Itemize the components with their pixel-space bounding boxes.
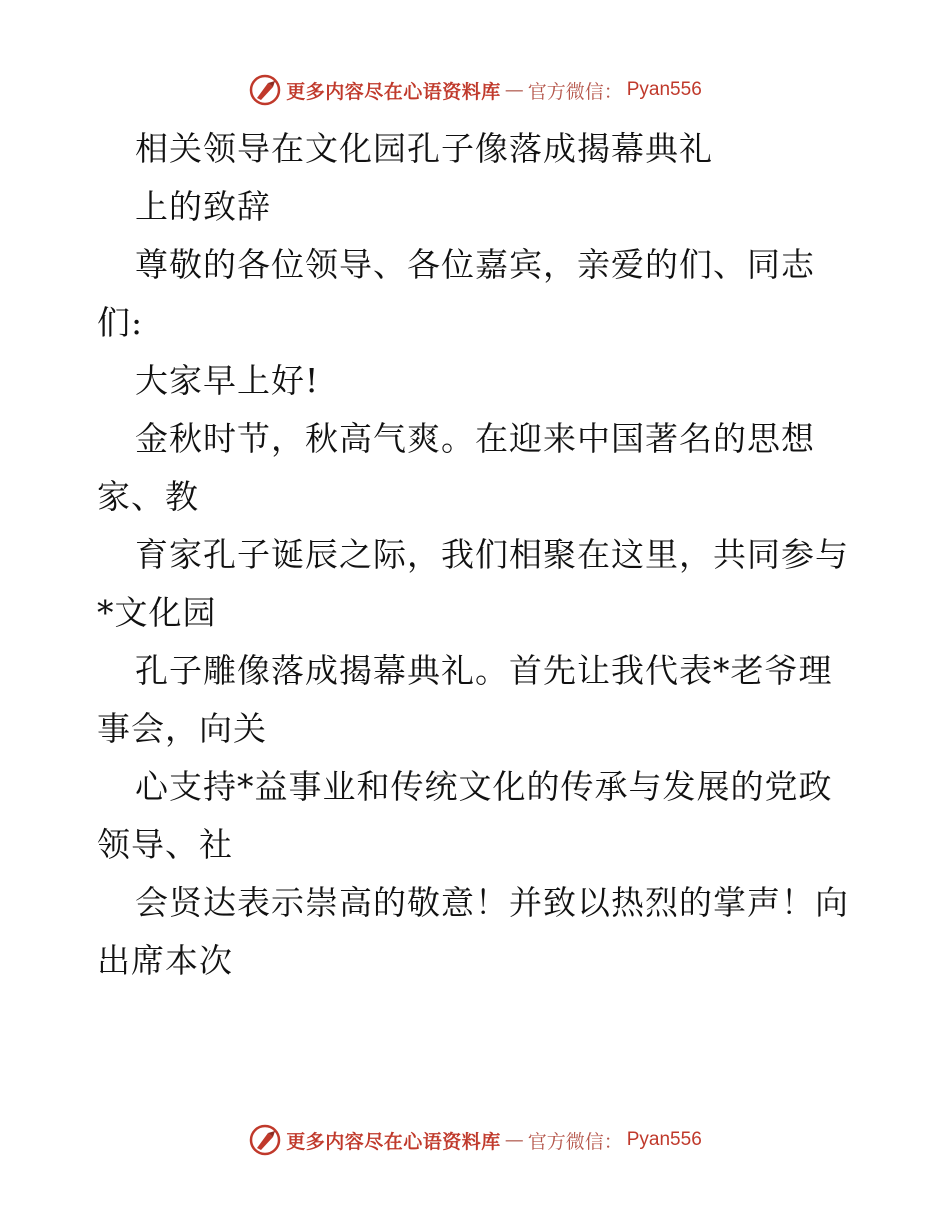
banner-title: 更多内容尽在心语资料库 bbox=[286, 80, 501, 103]
banner-separator: — bbox=[504, 79, 524, 101]
paragraph-line: 家、教 bbox=[97, 477, 199, 516]
paragraph-line: 会贤达表示崇高的敬意！并致以热烈的掌声！向 bbox=[135, 883, 849, 922]
paragraph-line: 事会，向关 bbox=[97, 709, 267, 748]
banner-title: 更多内容尽在心语资料库 bbox=[286, 1130, 501, 1153]
document-body bbox=[97, 120, 857, 990]
banner-wechat-id: Pyan556 bbox=[626, 1129, 702, 1150]
header-banner bbox=[0, 72, 950, 108]
paragraph-line: *文化园 bbox=[97, 593, 217, 632]
banner-wechat-id: Pyan556 bbox=[626, 79, 702, 100]
paragraph-line: 出席本次 bbox=[97, 941, 233, 980]
paragraph-line: 育家孔子诞辰之际，我们相聚在这里，共同参与 bbox=[135, 535, 849, 574]
pen-nib-icon bbox=[248, 73, 282, 107]
doc-title-line-1: 相关领导在文化园孔子像落成揭幕典礼 bbox=[135, 129, 713, 168]
pen-nib-icon bbox=[248, 1123, 282, 1157]
salutation-line-2: 们: bbox=[97, 303, 144, 342]
paragraph-line: 孔子雕像落成揭幕典礼。首先让我代表*老爷理 bbox=[135, 651, 833, 690]
salutation-line-1: 尊敬的各位领导、各位嘉宾，亲爱的们、同志 bbox=[135, 245, 815, 284]
banner-wechat-label: 官方微信： bbox=[527, 1130, 623, 1153]
paragraph-line: 领导、社 bbox=[97, 825, 233, 864]
doc-title-line-2: 上的致辞 bbox=[135, 187, 271, 226]
banner-wechat-label: 官方微信： bbox=[527, 80, 623, 103]
paragraph-line: 心支持*益事业和传统文化的传承与发展的党政 bbox=[135, 767, 833, 806]
footer-banner bbox=[0, 1122, 950, 1158]
greeting-line: 大家早上好! bbox=[135, 361, 320, 400]
paragraph-line: 金秋时节，秋高气爽。在迎来中国著名的思想 bbox=[135, 419, 815, 458]
banner-separator: — bbox=[504, 1129, 524, 1151]
